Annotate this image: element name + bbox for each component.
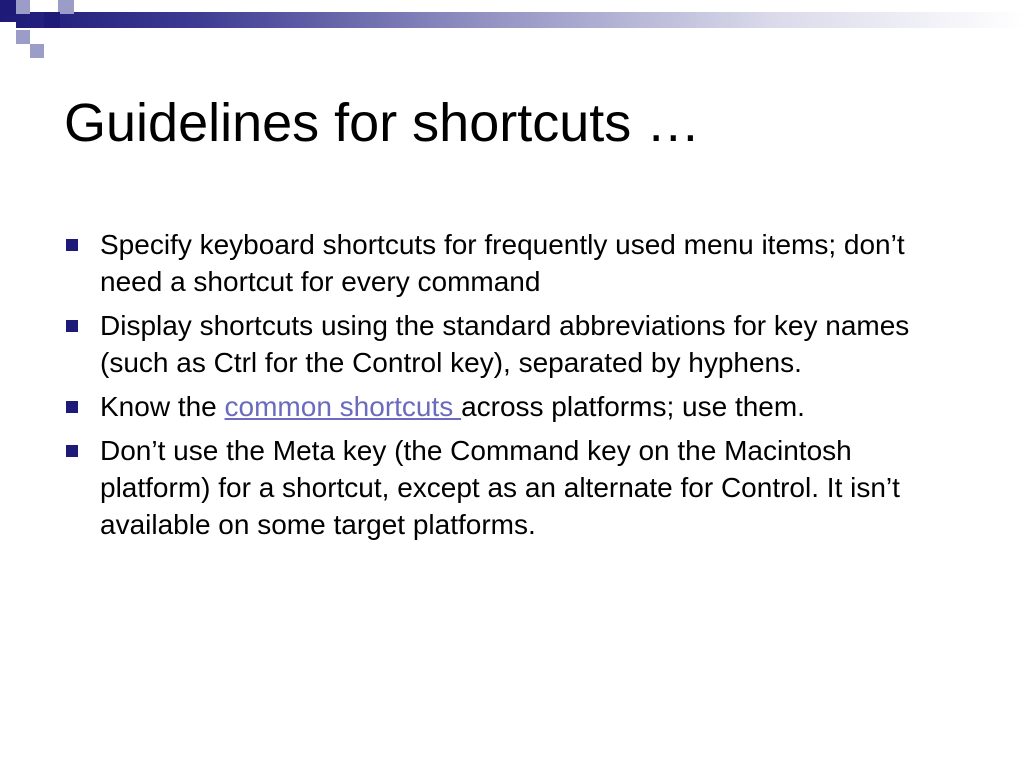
square-bullet-icon: [66, 239, 78, 251]
bullet-text: Display shortcuts using the standard abbreviations for key names (such as Ctrl for the Control key), separated by hyphens.: [100, 310, 910, 378]
decor-square-white: [44, 0, 58, 12]
bullet-list: [64, 226, 964, 550]
bullet-item: [64, 307, 964, 381]
bullet-text: Specify keyboard shortcuts for frequently used menu items; don’t need a shortcut for every command: [100, 229, 905, 297]
bullet-item: [64, 432, 964, 543]
square-bullet-icon: [66, 445, 78, 457]
bullet-text-after: across platforms; use them.: [461, 391, 805, 422]
header-gradient-band: [0, 12, 1024, 28]
decor-square-light: [16, 0, 30, 14]
slide-title: Guidelines for shortcuts …: [64, 93, 701, 153]
decor-square-light: [30, 44, 44, 58]
common-shortcuts-link[interactable]: common shortcuts: [224, 391, 462, 422]
bullet-text: Don’t use the Meta key (the Command key on the Macintosh platform) for a shortcut, except as an alternate for Control. It isn’t available on some target platforms.: [100, 435, 900, 540]
decor-square-light: [58, 0, 74, 14]
bullet-text-before: Know the: [100, 391, 225, 422]
decor-square-dark: [0, 0, 16, 16]
bullet-item: [64, 388, 964, 425]
square-bullet-icon: [66, 320, 78, 332]
square-bullet-icon: [66, 401, 78, 413]
decor-square-dark: [44, 12, 60, 28]
bullet-item: [64, 226, 964, 300]
decor-square-white: [30, 28, 44, 44]
decor-square-white: [0, 22, 16, 30]
decor-square-light: [16, 30, 30, 44]
